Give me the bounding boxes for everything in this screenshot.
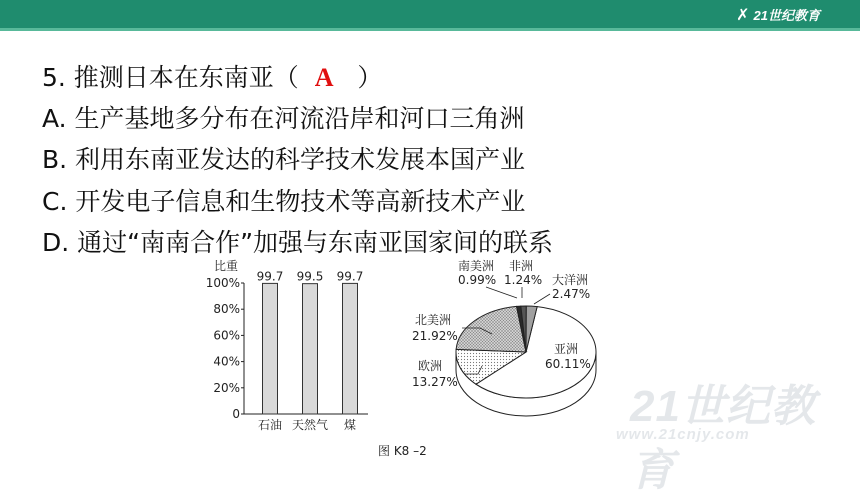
bar-chart-ylabel: 比重 [214, 259, 239, 273]
value-oceania: 2.47% [552, 287, 591, 301]
question-stem-suffix: ） [357, 63, 383, 92]
label-north-america: 北美洲 [415, 313, 452, 327]
option-b: B. 利用东南亚发达的科学技术发展本国产业 [42, 145, 526, 174]
answer-text: A [314, 63, 334, 92]
bar-ytick-label: 80% [213, 302, 240, 317]
pie-chart [412, 258, 596, 416]
value-north-america: 21.92% [412, 329, 458, 343]
value-europe: 13.27% [412, 375, 458, 389]
runner-icon: ✗ [736, 4, 750, 24]
figure-caption: 图 K8 –2 [378, 444, 427, 458]
label-asia: 亚洲 [554, 342, 579, 356]
label-africa: 非洲 [509, 259, 534, 273]
bar [263, 283, 278, 414]
bar-chart [206, 258, 368, 432]
value-asia: 60.11% [545, 357, 591, 371]
header-stripe [0, 28, 860, 31]
header-bar [0, 0, 860, 28]
bar-ytick-label: 60% [213, 328, 240, 343]
bar-category-label: 石油 [257, 418, 283, 432]
option-d: D. 通过“南南合作”加强与东南亚国家间的联系 [42, 228, 554, 257]
bar-ytick-label: 20% [213, 380, 240, 395]
option-a: A. 生产基地多分布在河流沿岸和河口三角洲 [42, 104, 525, 133]
bar-ytick-label: 100% [205, 276, 240, 290]
label-oceania: 大洋洲 [552, 273, 589, 287]
bar-value-label: 99.5 [296, 269, 324, 284]
bar [303, 284, 318, 414]
figure-k8-2 [196, 256, 626, 462]
question-stem-prefix: 5. 推测日本在东南亚（ [42, 63, 299, 92]
logo-text: 21世纪教育 [753, 7, 820, 23]
pie-slice [456, 306, 526, 352]
question-stem [42, 58, 382, 94]
site-logo [736, 3, 820, 25]
bar-category-label: 天然气 [291, 418, 329, 432]
label-europe: 欧洲 [418, 359, 443, 373]
bar-category-label: 煤 [343, 418, 357, 432]
watermark-url: www.21cnjy.com [616, 426, 750, 443]
watermark-main: 21世纪教育 [630, 382, 816, 495]
bar-ytick-label: 0 [232, 407, 240, 421]
bar-value-label: 99.7 [256, 269, 284, 284]
bar [343, 283, 358, 414]
bar-value-label: 99.7 [336, 269, 364, 284]
watermark [610, 370, 840, 495]
value-africa: 1.24% [504, 273, 543, 287]
label-south-america: 南美洲 [458, 259, 495, 273]
option-c: C. 开发电子信息和生物技术等高新技术产业 [42, 187, 526, 216]
value-south-america: 0.99% [458, 273, 497, 287]
bar-ytick-label: 40% [213, 354, 240, 369]
